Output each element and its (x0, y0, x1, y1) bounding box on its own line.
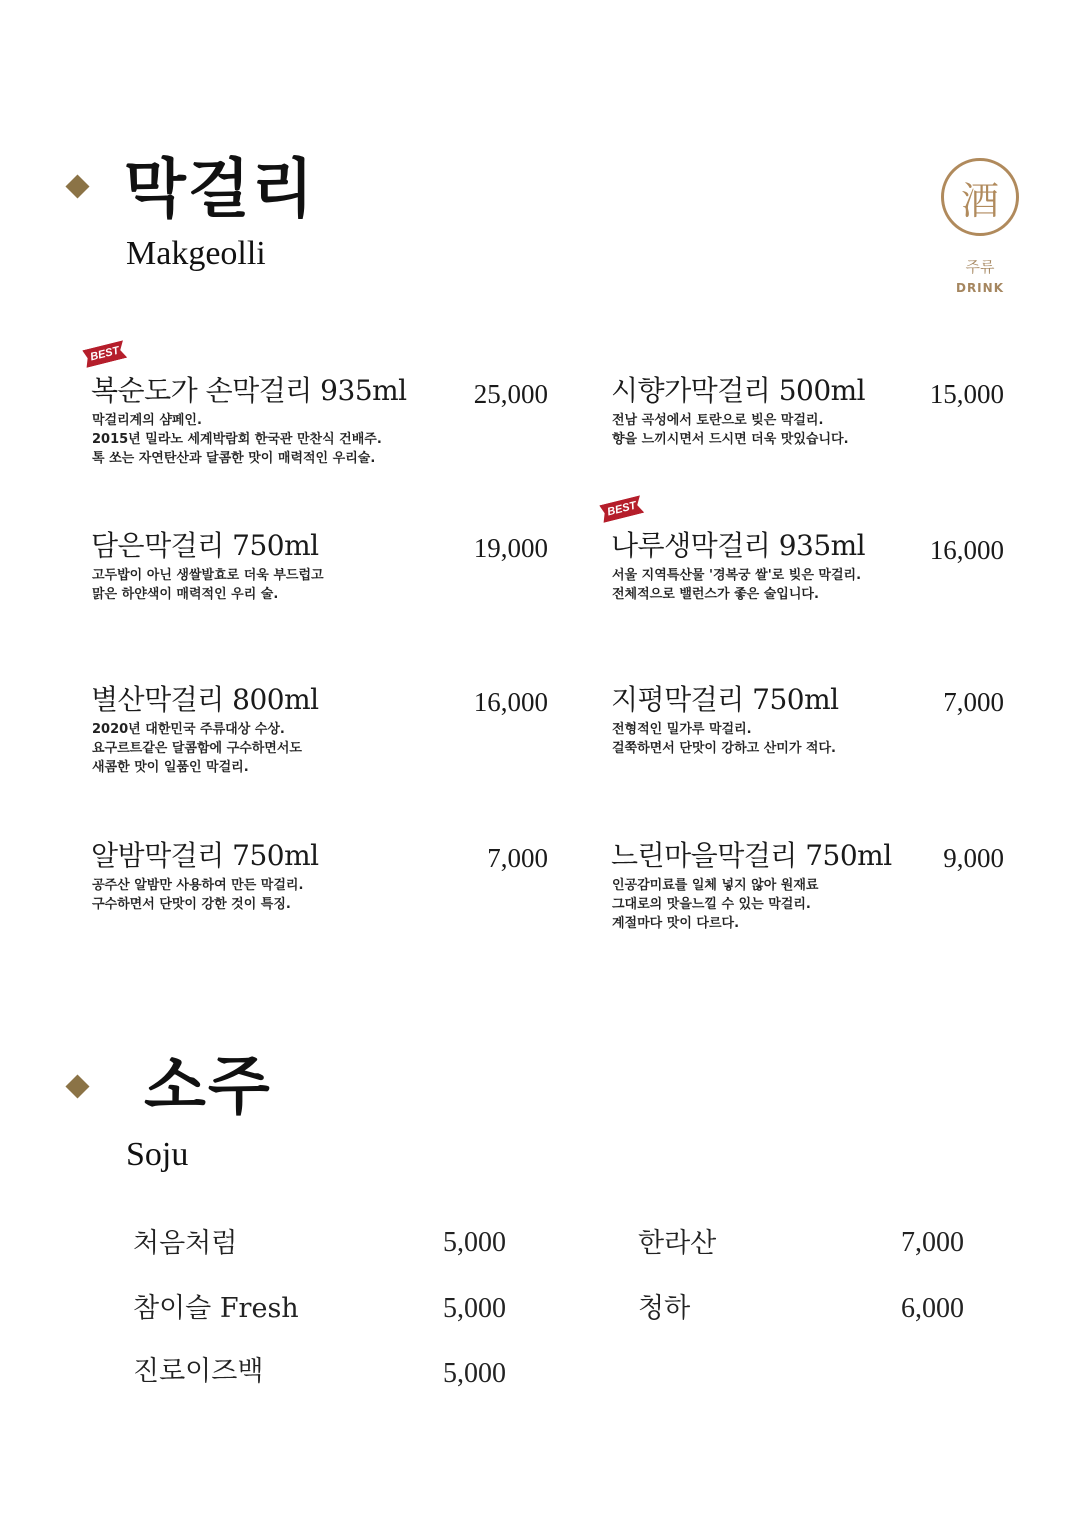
soju-item-name: 진로이즈백 (133, 1356, 264, 1387)
section-marker-icon (65, 174, 89, 198)
soju-item-price: 5,000 (443, 1227, 506, 1258)
menu-item-description: 고두밥이 아닌 생쌀발효로 더욱 부드럽고 맑은 하얀색이 매력적인 우리 술. (92, 568, 324, 602)
menu-item-name: 시향가막걸리 500ml (611, 374, 866, 407)
logo-label-en: DRINK (955, 281, 1004, 295)
menu-item-name: 별산막걸리 800ml (91, 683, 319, 716)
best-badge: BEST (82, 340, 128, 370)
soju-item-name: 청하 (638, 1293, 691, 1324)
menu-item-name: 나루생막걸리 935ml (611, 529, 866, 562)
menu-item-description: 전남 곡성에서 토란으로 빚은 막걸리. 향을 느끼시면서 드시면 더욱 맛있습니다. (612, 413, 849, 447)
menu-item-price: 19,000 (473, 533, 548, 563)
menu-item-name: 알밤막걸리 750ml (91, 839, 319, 872)
menu-item-price: 16,000 (473, 687, 548, 717)
soju-item-price: 5,000 (443, 1358, 506, 1389)
menu-item-description: 막걸리계의 샴페인. 2015년 밀라노 세계박람회 한국관 만찬식 건배주. 톡 쏘는 자연탄산과 달콤한 맛이 매력적인 우리술. (92, 413, 382, 466)
soju-title: 소주 (144, 1050, 272, 1124)
menu-item-price: 16,000 (929, 535, 1004, 565)
menu-item-description: 인공감미료를 일체 넣지 않아 원재료 그대로의 맛을느낄 수 있는 막걸리. 계절마다 맛이 다르다. (612, 878, 819, 931)
menu-item-name: 느린마을막걸리 750ml (611, 839, 892, 872)
menu-item-price: 7,000 (487, 843, 548, 873)
menu-item-description: 2020년 대한민국 주류대상 수상. 요구르트같은 달콤함에 구수하면서도 새콤한 맛이 일품인 막걸리. (92, 722, 302, 775)
soju-item-price: 5,000 (443, 1293, 506, 1324)
menu-item-name: 복순도가 손막걸리 935ml (91, 374, 407, 407)
soju-item-name: 참이슬 Fresh (133, 1293, 299, 1324)
menu-item-price: 9,000 (943, 843, 1004, 873)
menu-item-price: 15,000 (929, 379, 1004, 409)
makgeolli-title: 막걸리 (124, 153, 316, 227)
menu-item-description: 공주산 알밤만 사용하여 만든 막걸리. 구수하면서 단맛이 강한 것이 특징. (92, 878, 304, 912)
menu-item-price: 25,000 (473, 379, 548, 409)
menu-item-description: 서울 지역특산물 '경복궁 쌀'로 빚은 막걸리. 전체적으로 밸런스가 좋은 술입니다. (612, 568, 862, 602)
menu-item-price: 7,000 (943, 687, 1004, 717)
soju-subtitle: Soju (126, 1136, 189, 1173)
soju-item-name: 한라산 (638, 1228, 717, 1259)
logo-char: 酒 (960, 178, 999, 223)
logo-label-kr: 주류 (965, 258, 995, 276)
drink-logo-icon (941, 158, 1019, 236)
best-badge: BEST (599, 495, 645, 525)
soju-item-price: 7,000 (901, 1227, 964, 1258)
soju-item-name: 처음처럼 (133, 1228, 238, 1259)
makgeolli-subtitle: Makgeolli (126, 235, 266, 272)
section-marker-icon (65, 1074, 89, 1098)
menu-item-name: 담은막걸리 750ml (91, 529, 319, 562)
soju-item-price: 6,000 (901, 1293, 964, 1324)
menu-item-description: 전형적인 밀가루 막걸리. 걸쭉하면서 단맛이 강하고 산미가 적다. (612, 722, 836, 756)
menu-item-name: 지평막걸리 750ml (611, 683, 839, 716)
